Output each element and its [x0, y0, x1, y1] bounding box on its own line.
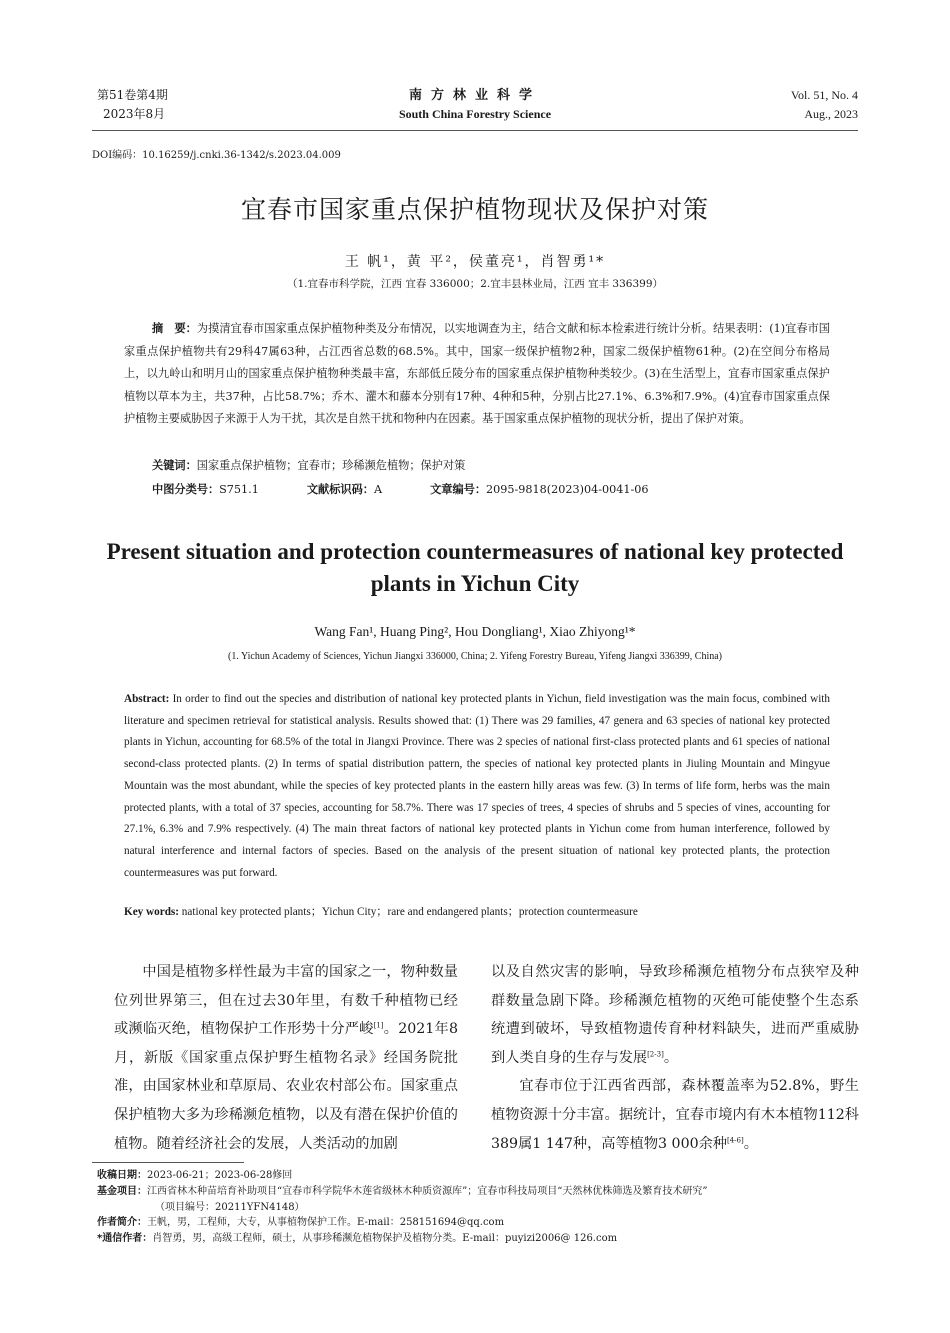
authors-en: Wang Fan¹, Huang Ping², Hou Dongliang¹, Xiao Zhiyong¹*: [314, 624, 636, 639]
clc-label: 中图分类号：: [152, 483, 220, 496]
footnote-corresponding: *通信作者：肖智勇，男，高级工程师，硕士，从事珍稀濒危植物保护及植物分类。E-mail：puyizi2006@ 126.com: [97, 1233, 618, 1245]
volume-cn: 第51卷第4期: [97, 88, 168, 102]
abstract-en-label: Abstract:: [124, 693, 170, 705]
body-paragraph: 以及自然灾害的影响，导致珍稀濒危植物分布点狭窄及种群数量急剧下降。珍稀濒危植物的灭绝可能使整个生态系统遭到破坏，导致植物遗传育种材料缺失，进而严重威胁到人类自身的生存与发展[2-3]。: [491, 964, 859, 1066]
body-column-right: [491, 958, 859, 1158]
article-no-value: 2095-9818(2023)04-0041-06: [486, 483, 649, 496]
header-left: [97, 86, 168, 124]
footnote-fund: 基金项目：江西省林木种苗培育补助项目“宜春市科学院华木莲省级林木种质资源库”；宜春市科技局项目“天然林优株筛选及繁育技术研究”: [97, 1185, 708, 1197]
clc-value: S751.1: [219, 483, 259, 496]
keywords-cn: [152, 455, 832, 477]
footnote-divider: [92, 1162, 244, 1163]
affiliations-cn: （1.宜春市科学院，江西 宜春 336000；2.宜丰县林业局，江西 宜丰 336399）: [286, 278, 664, 290]
body-column-left: [114, 958, 458, 1158]
abstract-en: [124, 689, 830, 884]
body-paragraph: 中国是植物多样性最为丰富的国家之一，物种数量位列世界第三，但在过去30年里，有数千种植物已经或濒临灭绝，植物保护工作形势十分严峻[1]。2021年8月，新版《国家重点保护野生植物名录》经国务院批准，由国家林业和草原局、农业农村部公布。国家重点保护植物大多为珍稀濒危植物，以及有潜在保护价值的植物。随着经济社会的发展，人类活动的加剧: [114, 964, 458, 1152]
doc-code-value: A: [373, 483, 383, 496]
abstract-cn-label: 摘 要：: [152, 322, 197, 335]
header-right: [791, 86, 858, 124]
doi: DOI编码：10.16259/j.cnki.36-1342/s.2023.04.009: [92, 150, 341, 161]
title-cn: 宜春市国家重点保护植物现状及保护对策: [240, 195, 709, 224]
keywords-cn-text: 国家重点保护植物；宜春市；珍稀濒危植物；保护对策: [196, 459, 466, 472]
title-en: Present situation and protection countermeasures of national key protected plants in Yichun City: [106, 539, 844, 596]
body-paragraph: 宜春市位于江西省西部，森林覆盖率为52.8%，野生植物资源十分丰富。据统计，宜春市境内有木本植物112科389属1 147种，高等植物3 000余种[4-6]。: [491, 1078, 859, 1152]
citation: [2-3]: [647, 1050, 664, 1059]
footnote-author: 作者简介：王帆，男，工程师，大专，从事植物保护工作。E-mail：258151694@qq.com: [97, 1217, 505, 1229]
keywords-en: [124, 902, 830, 924]
keywords-en-label: Key words:: [124, 906, 179, 918]
affiliations-en: (1. Yichun Academy of Sciences, Yichun Jiangxi 336000, China; 2. Yifeng Forestry Bureau, Yifeng Jiangxi 336399, China): [228, 651, 722, 662]
classification-cn: [152, 479, 832, 501]
abstract-cn: [124, 318, 830, 431]
footnote-received: 收稿日期：2023-06-21；2023-06-28修回: [97, 1170, 293, 1181]
article-no-label: 文章编号：: [430, 483, 487, 496]
volume-en: Vol. 51, No. 4: [790, 88, 858, 102]
footnote-fund-cont: （项目编号：20211YFN4148）: [155, 1201, 305, 1213]
journal-name-cn: 南方林业科学: [408, 88, 541, 103]
footnotes: [97, 1168, 867, 1247]
date-en: Aug., 2023: [804, 107, 858, 121]
abstract-en-text: In order to find out the species and distribution of national key protected plants in Yichun, field investigation was the main focus, combined with literature and specimen retrieval for statistical analysis. Results showed that: (1) There was 29 families, 47 genera and 63 species of national key protected plants in Yichun, accounting for 68.5% of the total in Jiangxi Province. There was 2 species of national first-class protected plants and 61 species of national second-class protected plants. (2) In terms of spatial distribution pattern, the species of national key protected plants in Jiuling Mountain and Mingyue Mountain was the most abundant, while the species of key protected plants in the eastern hilly areas was few. (3) In terms of life form, herbs was the main protected plants, with a total of 37 species, accounting for 58.7%. There was 17 species of trees, 4 species of shrubs and 5 species of vines, accounting for 27.1%, 6.3% and 7.9% respectively. (4) The main threat factors of national key protected plants in Yichun come from human interference, followed by natural interference and internal factors of species. Based on the analysis of the present situation of national key protected plants, the protection countermeasures was put forward.: [124, 693, 831, 879]
citation: [4-6]: [727, 1135, 744, 1144]
citation: [1]: [373, 1021, 384, 1030]
authors-cn: 王 帆¹，黄 平²，侯董亮¹，肖智勇¹*: [344, 254, 606, 270]
journal-name-en: South China Forestry Science: [398, 107, 552, 121]
keywords-en-text: national key protected plants；Yichun City；rare and endangered plants；protection countermeasure: [181, 906, 638, 918]
header-divider: [92, 130, 858, 131]
keywords-cn-label: 关键词：: [152, 459, 197, 472]
header-center: [300, 86, 650, 124]
doc-code-label: 文献标识码：: [306, 483, 374, 496]
date-cn: 2023年8月: [103, 107, 166, 121]
abstract-cn-text: 为摸清宜春市国家重点保护植物种类及分布情况，以实地调查为主，结合文献和标本检索进行统计分析。结果表明：(1)宜春市国家重点保护植物共有29科47属63种，占江西省总数的68.5%。其中，国家一级保护植物2种，国家二级保护植物61种。(2)在空间分布格局上，以九岭山和明月山的国家重点保护植物种类最丰富，东部低丘陵分布的国家重点保护植物种类较少。(3)在生活型上，宜春市国家重点保护植物以草本为主，共37种，占比58.7%；乔木、灌木和藤本分别有17种、4种和5种，分别占比27.1%、6.3%和7.9%。(4)宜春市国家重点保护植物主要威胁因子来源于人为干扰，其次是自然干扰和物种内在因素。基于国家重点保护植物的现状分析，提出了保护对策。: [124, 322, 830, 425]
